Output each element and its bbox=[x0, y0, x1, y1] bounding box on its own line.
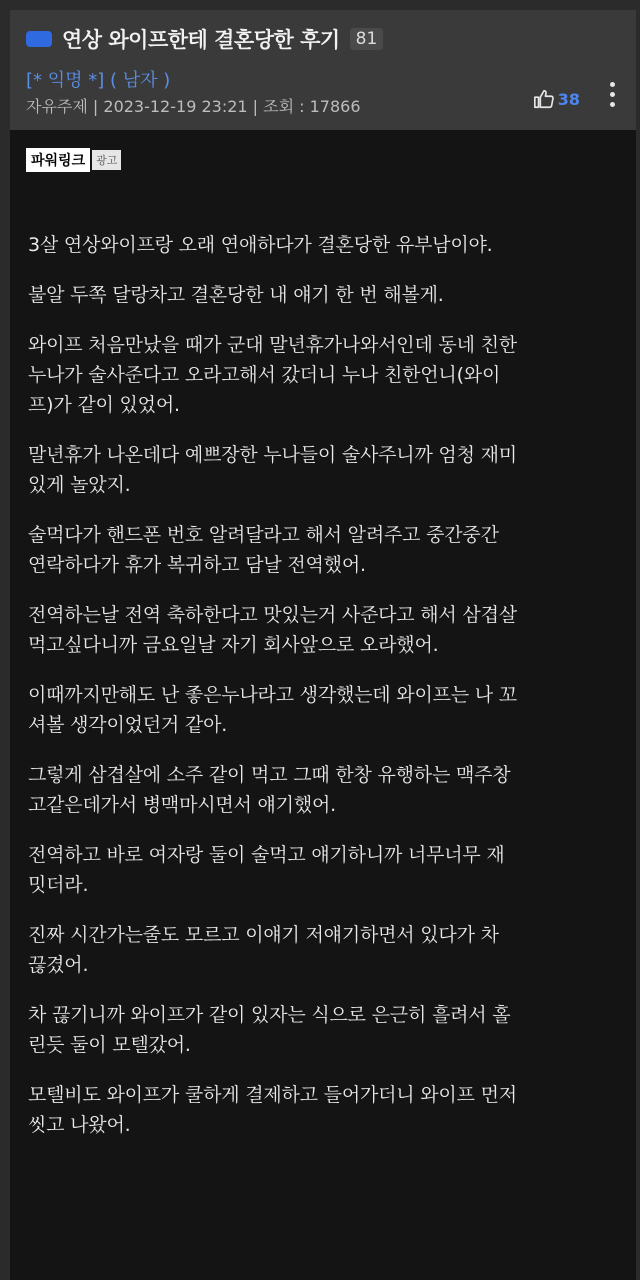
paragraph: 전역하고 바로 여자랑 둘이 술먹고 얘기하니까 너무너무 재 밋더라. bbox=[28, 844, 505, 896]
author-label[interactable]: [* 익명 *] ( 남자 ) bbox=[26, 70, 171, 91]
comment-count-badge[interactable]: 81 bbox=[350, 28, 384, 50]
like-button[interactable] bbox=[533, 88, 580, 110]
post-body bbox=[10, 130, 636, 1280]
post-meta: 자유주제 | 2023-12-19 23:21 | 조회 : 17866 bbox=[26, 97, 361, 116]
paragraph: 와이프 처음만났을 때가 군대 말년휴가나와서인데 동네 친한 누나가 술사준다고 오라고해서 갔더니 누나 친한언니(와이 프)가 같이 있었어. bbox=[28, 334, 517, 416]
ad-badge: 광고 bbox=[92, 150, 121, 170]
post-header bbox=[10, 10, 636, 130]
paragraph: 3살 연상와이프랑 오래 연애하다가 결혼당한 유부남이야. bbox=[28, 234, 493, 256]
paragraph: 불알 두쪽 달랑차고 결혼당한 내 얘기 한 번 해볼게. bbox=[28, 284, 444, 306]
powerlink-label: 파워링크 bbox=[26, 148, 90, 172]
paragraph: 차 끊기니까 와이프가 같이 있자는 식으로 은근히 흘려서 홀 린듯 둘이 모텔갔어. bbox=[28, 1004, 511, 1056]
paragraph: 진짜 시간가는줄도 모르고 이얘기 저얘기하면서 있다가 차 끊겼어. bbox=[28, 924, 499, 976]
powerlink-ad[interactable] bbox=[26, 148, 121, 172]
paragraph: 그렇게 삼겹살에 소주 같이 먹고 그때 한창 유행하는 맥주창 고같은데가서 병맥마시면서 얘기했어. bbox=[28, 764, 511, 816]
post-title: 연상 와이프한테 결혼당한 후기 bbox=[62, 28, 340, 52]
post-paragraphs bbox=[28, 230, 628, 1160]
like-count: 38 bbox=[557, 89, 580, 109]
paragraph: 모텔비도 와이프가 쿨하게 결제하고 들어가더니 와이프 먼저 씻고 나왔어. bbox=[28, 1084, 517, 1136]
more-options-icon[interactable] bbox=[608, 82, 616, 114]
title-row bbox=[26, 24, 383, 54]
paragraph: 술먹다가 핸드폰 번호 알려달라고 해서 알려주고 중간중간 연락하다가 휴가 복귀하고 담날 전역했어. bbox=[28, 524, 499, 576]
paragraph: 말년휴가 나온데다 예쁘장한 누나들이 술사주니까 엄청 재미 있게 놀았지. bbox=[28, 444, 517, 496]
flag-icon bbox=[26, 31, 52, 47]
thumbs-up-icon bbox=[533, 88, 555, 110]
paragraph: 전역하는날 전역 축하한다고 맛있는거 사준다고 해서 삼겹살 먹고싶다니까 금요일날 자기 회사앞으로 오라했어. bbox=[28, 604, 517, 656]
paragraph: 이때까지만해도 난 좋은누나라고 생각했는데 와이프는 나 꼬 셔볼 생각이었던거 같아. bbox=[28, 684, 517, 736]
